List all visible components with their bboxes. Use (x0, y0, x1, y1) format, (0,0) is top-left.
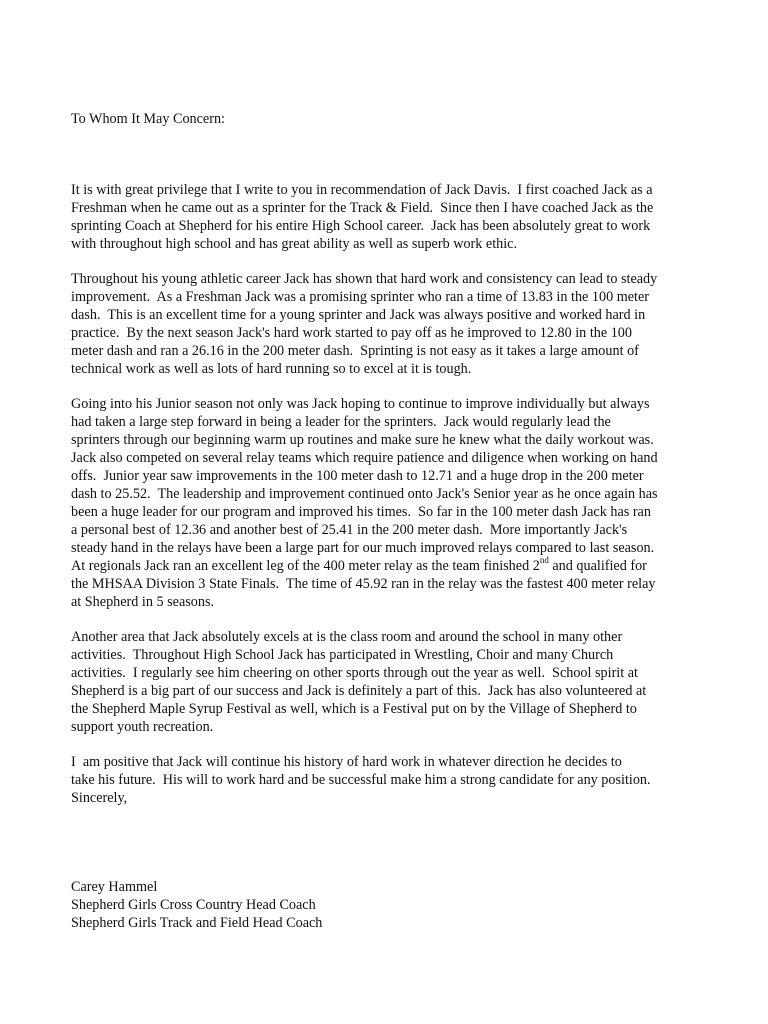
paragraph-5-line: take his future. His will to work hard and be successful make him a strong candidate for any position. (71, 772, 651, 788)
ordinal-superscript: nd (539, 555, 549, 566)
paragraph-4-line: the Shepherd Maple Syrup Festival as well, which is a Festival put on by the Village of Shepherd to (71, 701, 637, 717)
closing: Sincerely, (71, 790, 128, 806)
paragraph-3-text: At regionals Jack ran an excellent leg of the 400 meter relay as the team finished 2 (71, 558, 540, 574)
signature-title: Shepherd Girls Track and Field Head Coach (71, 915, 323, 931)
paragraph-3-text: and qualified for (548, 558, 647, 574)
paragraph-3-line: had taken a large step forward in being a leader for the sprinters. Jack would regularly lead the (71, 414, 611, 430)
paragraph-4-line: support youth recreation. (71, 719, 214, 735)
paragraph-1-line: with throughout high school and has great ability as well as superb work ethic. (71, 236, 518, 252)
paragraph-3-line: sprinters through our beginning warm up routines and make sure he knew what the daily workout was. (71, 432, 654, 448)
paragraph-4-line: activities. I regularly see him cheering on other sports through out the year as well. School spirit at (71, 665, 638, 681)
paragraph-2-line: practice. By the next season Jack's hard work started to pay off as he improved to 12.80 in the 100 (71, 325, 632, 341)
paragraph-3-line: offs. Junior year saw improvements in the 100 meter dash to 12.71 and a huge drop in the 200 meter (71, 468, 644, 484)
paragraph-1-line: It is with great privilege that I write to you in recommendation of Jack Davis. I first coached Jack as a (71, 182, 653, 198)
paragraph-2-line: improvement. As a Freshman Jack was a promising sprinter who ran a time of 13.83 in the 100 meter (71, 289, 650, 305)
paragraph-1-line: sprinting Coach at Shepherd for his entire High School career. Jack has been absolutely great to work (71, 218, 651, 234)
paragraph-2-line: meter dash and ran a 26.16 in the 200 meter dash. Sprinting is not easy as it takes a large amount of (71, 343, 639, 359)
paragraph-2-line: Throughout his young athletic career Jack has shown that hard work and consistency can lead to steady (71, 271, 658, 287)
paragraph-2-line: technical work as well as lots of hard running so to excel at it is tough. (71, 361, 472, 377)
paragraph-4-line: Another area that Jack absolutely excels at is the class room and around the school in many other (71, 629, 623, 645)
signature-title: Shepherd Girls Cross Country Head Coach (71, 897, 316, 913)
paragraph-3-line: the MHSAA Division 3 State Finals. The time of 45.92 ran in the relay was the fastest 400 meter relay (71, 576, 656, 592)
paragraph-2-line: dash. This is an excellent time for a young sprinter and Jack was always positive and worked hard in (71, 307, 646, 323)
paragraph-5-line: I am positive that Jack will continue his history of hard work in whatever direction he decides to (71, 754, 622, 770)
paragraph-3-line (71, 557, 647, 575)
paragraph-3-line: steady hand in the relays have been a large part for our much improved relays compared to last season. (71, 540, 655, 556)
paragraph-4-line: activities. Throughout High School Jack has participated in Wrestling, Choir and many Church (71, 647, 614, 663)
paragraph-4-line: Shepherd is a big part of our success and Jack is definitely a part of this. Jack has also volunteered at (71, 683, 647, 699)
paragraph-3-line: been a huge leader for our program and improved his times. So far in the 100 meter dash Jack has ran (71, 504, 651, 520)
paragraph-3-line: Jack also competed on several relay teams which require patience and diligence when working on hand (71, 450, 658, 466)
paragraph-1-line: Freshman when he came out as a sprinter for the Track & Field. Since then I have coached Jack as the (71, 200, 654, 216)
signature-name: Carey Hammel (71, 879, 158, 895)
paragraph-3-line: Going into his Junior season not only was Jack hoping to continue to improve individually but always (71, 396, 650, 412)
salutation: To Whom It May Concern: (71, 111, 225, 127)
paragraph-3-line: at Shepherd in 5 seasons. (71, 594, 215, 610)
paragraph-3-line: a personal best of 12.36 and another best of 25.41 in the 200 meter dash. More importantly Jack's (71, 522, 628, 538)
paragraph-3-line: dash to 25.52. The leadership and improvement continued onto Jack's Senior year as he once again has (71, 486, 658, 502)
